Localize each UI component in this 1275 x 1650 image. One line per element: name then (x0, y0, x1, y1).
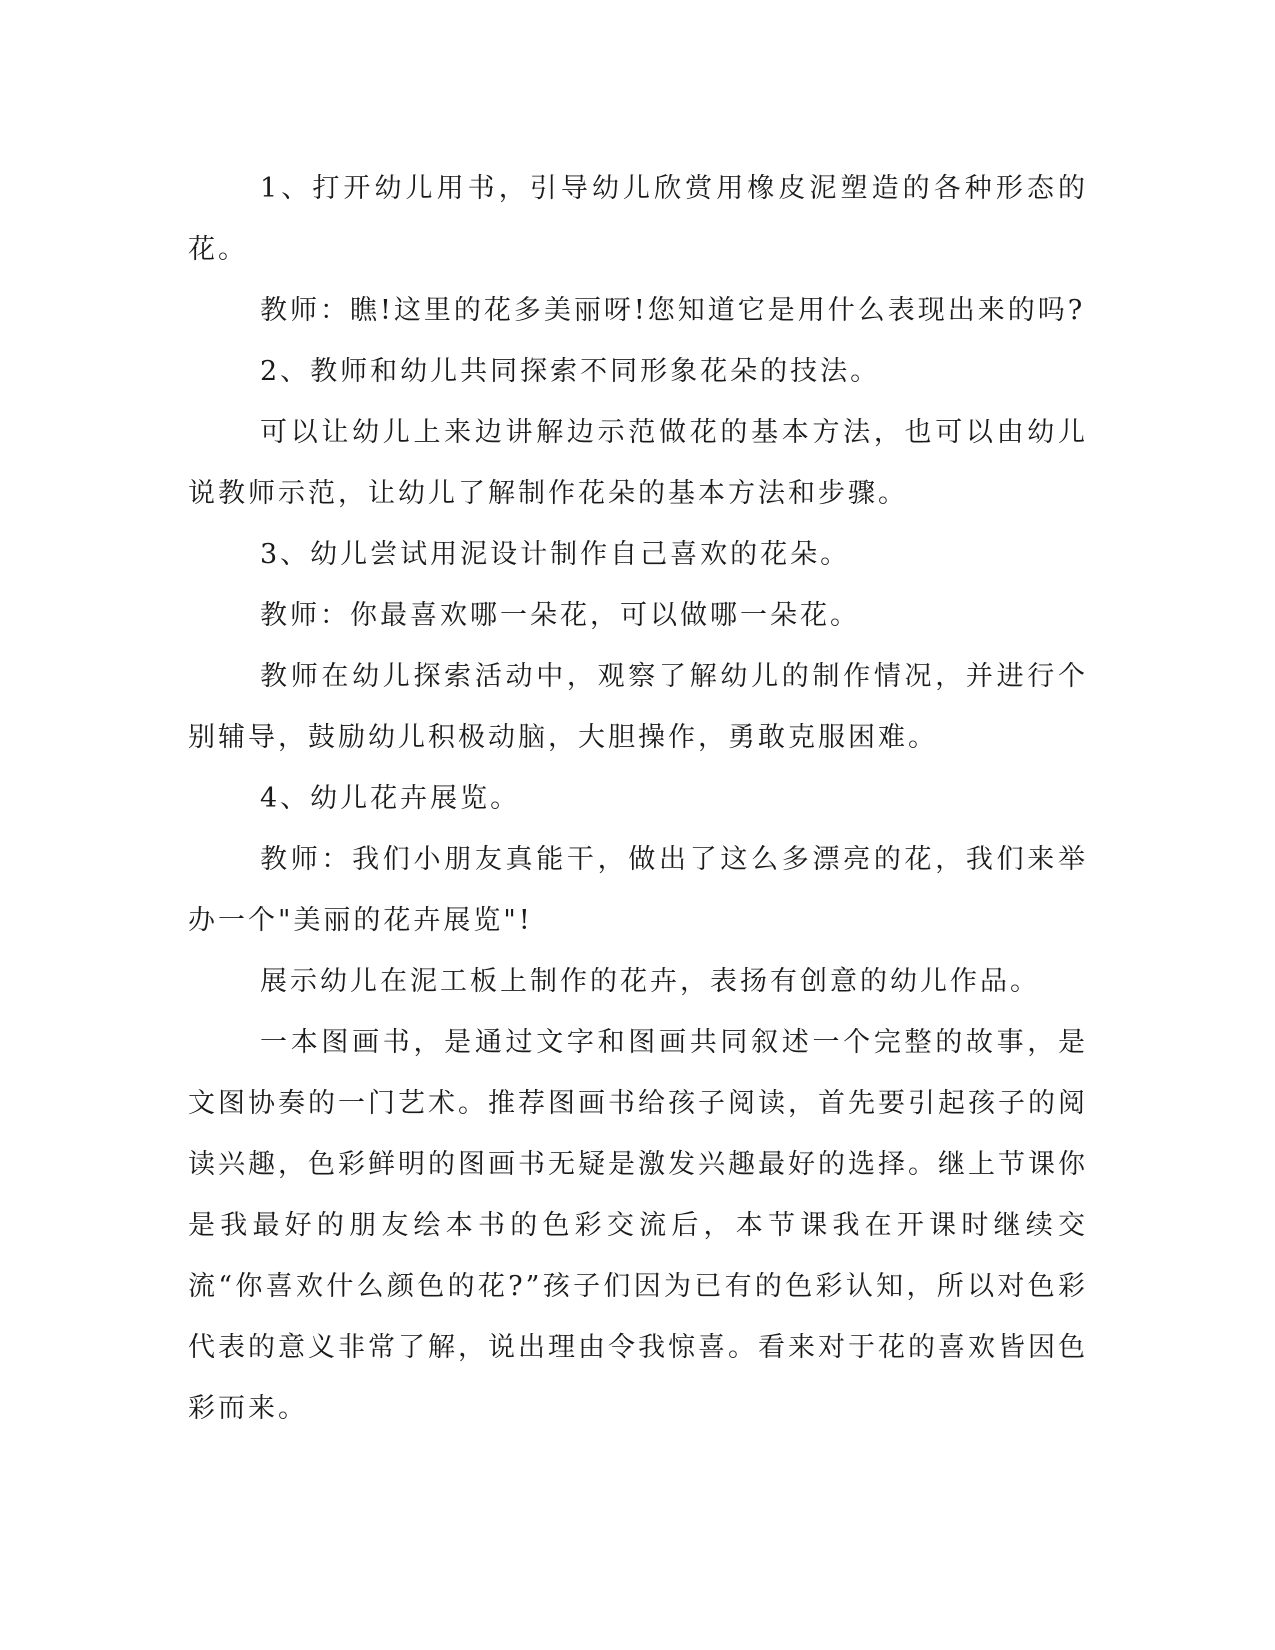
paragraph-display: 展示幼儿在泥工板上制作的花卉，表扬有创意的幼儿作品。 (260, 966, 1040, 997)
paragraph-teacher-exhibition: 教师：我们小朋友真能干，做出了这么多漂亮的花，我们来举办一个"美丽的花卉展览"! (188, 844, 1088, 936)
paragraph-teacher-favorite: 教师：你最喜欢哪一朵花，可以做哪一朵花。 (260, 600, 860, 631)
paragraph-step-3: 3、幼儿尝试用泥设计制作自己喜欢的花朵。 (260, 539, 851, 570)
paragraph-step-2: 2、教师和幼儿共同探索不同形象花朵的技法。 (260, 356, 881, 387)
paragraph-step-4: 4、幼儿花卉展览。 (260, 783, 521, 814)
paragraph-step-1: 1、打开幼儿用书，引导幼儿欣赏用橡皮泥塑造的各种形态的花。 (188, 173, 1088, 265)
paragraph-observation: 教师在幼儿探索活动中，观察了解幼儿的制作情况，并进行个别辅导，鼓励幼儿积极动脑，大胆操作，勇敢克服困难。 (188, 661, 1088, 753)
paragraph-demonstration: 可以让幼儿上来边讲解边示范做花的基本方法，也可以由幼儿说教师示范，让幼儿了解制作花朵的基本方法和步骤。 (188, 417, 1088, 509)
paragraph-reflection: 一本图画书，是通过文字和图画共同叙述一个完整的故事，是文图协奏的一门艺术。推荐图画书给孩子阅读，首先要引起孩子的阅读兴趣，色彩鲜明的图画书无疑是激发兴趣最好的选择。继上节课你是我最好的朋友绘本书的色彩交流后，本节课我在开课时继续交流“你喜欢什么颜色的花?”孩子们因为已有的色彩认知，所以对色彩代表的意义非常了解，说出理由令我惊喜。看来对于花的喜欢皆因色彩而来。 (188, 1027, 1088, 1424)
paragraph-teacher-question: 教师：瞧!这里的花多美丽呀!您知道它是用什么表现出来的吗? (260, 295, 1086, 326)
document-body (188, 158, 1088, 1439)
